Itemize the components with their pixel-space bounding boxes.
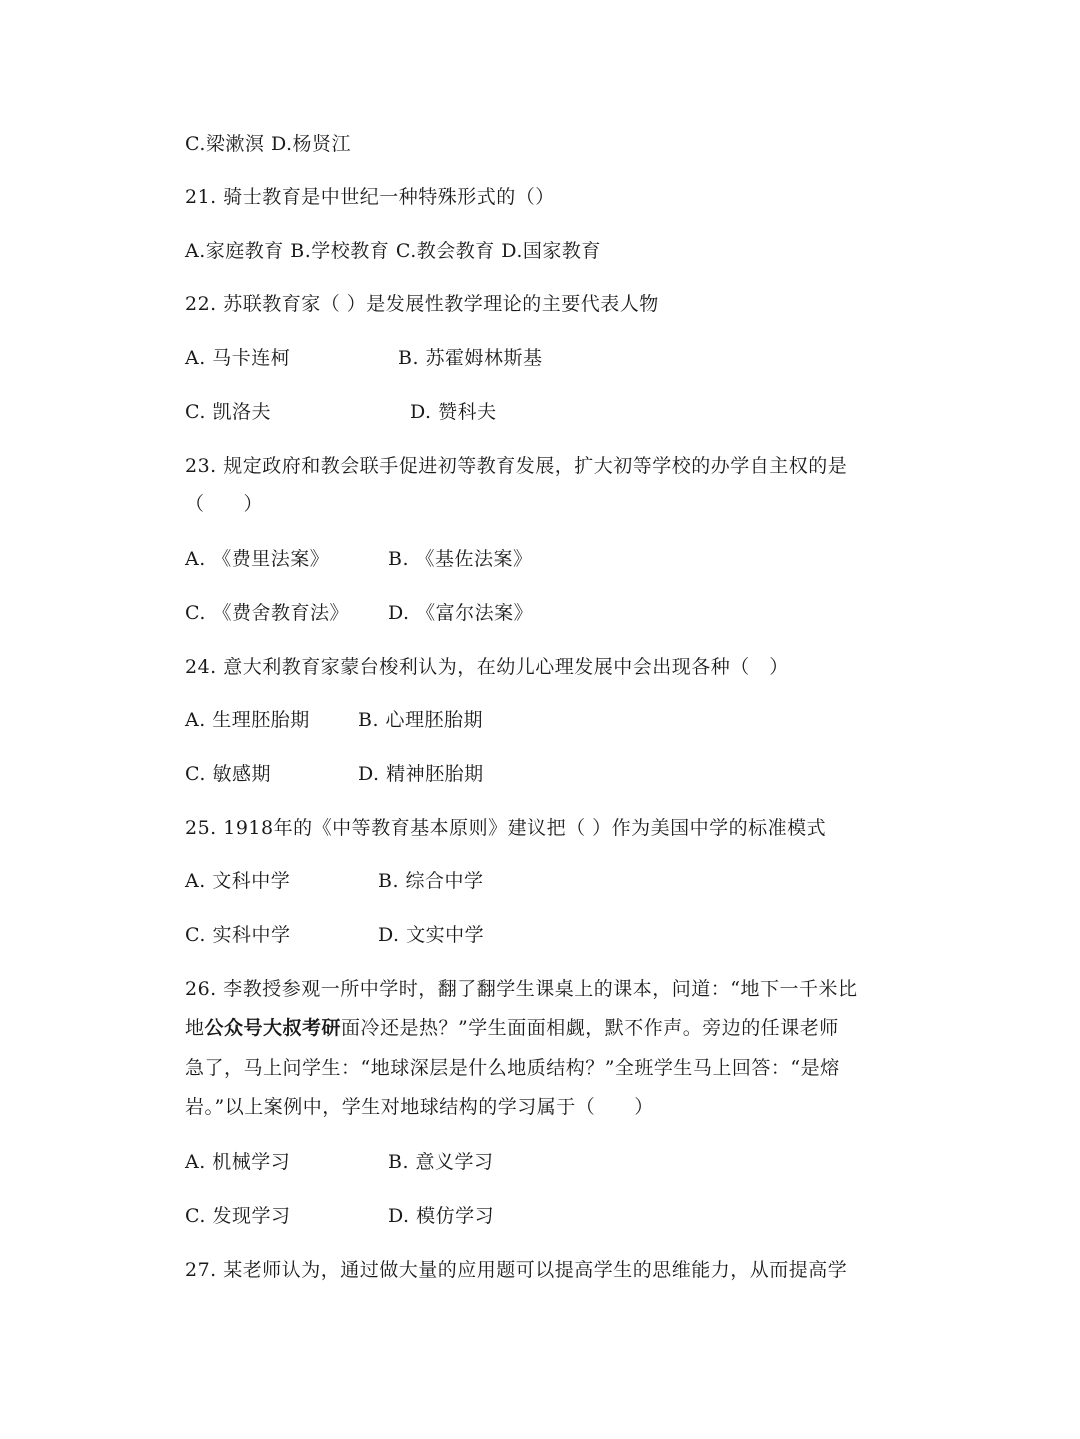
- question-22: 22. 苏联教育家（ ）是发展性教学理论的主要代表人物: [185, 293, 659, 315]
- q25-option-a: A. 文科中学: [185, 870, 291, 892]
- q24-option-d: D. 精神胚胎期: [358, 763, 484, 785]
- q26-line-2-start: 地: [185, 1017, 205, 1039]
- q26-option-d: D. 模仿学习: [388, 1205, 495, 1227]
- question-26-line-3: 急了，马上问学生：“地球深层是什么地质结构？”全班学生马上回答：“是熔: [185, 1057, 840, 1079]
- question-23-line-1: 23. 规定政府和教会联手促进初等教育发展，扩大初等学校的办学自主权的是: [185, 455, 848, 477]
- question-27: 27. 某老师认为，通过做大量的应用题可以提高学生的思维能力，从而提高学: [185, 1259, 848, 1281]
- q26-option-c: C. 发现学习: [185, 1205, 291, 1227]
- watermark-text: 公众号大叔考研: [204, 1017, 342, 1039]
- question-23-line-2: （ ）: [185, 493, 264, 515]
- question-26-line-4: 岩。”以上案例中，学生对地球结构的学习属于（ ）: [185, 1096, 654, 1118]
- question-21: 21. 骑士教育是中世纪一种特殊形式的（）: [185, 186, 555, 208]
- q23-option-b: B. 《基佐法案》: [388, 548, 533, 570]
- q22-option-c: C. 凯洛夫: [185, 401, 271, 423]
- q24-option-a: A. 生理胚胎期: [185, 709, 310, 731]
- q22-option-a: A. 马卡连柯: [185, 347, 291, 369]
- question-26-line-2: [185, 1015, 839, 1041]
- q24-option-c: C. 敏感期: [185, 763, 271, 785]
- q20-options-cd: C.梁漱溟 D.杨贤江: [185, 133, 352, 155]
- q23-option-c: C. 《费舍教育法》: [185, 602, 349, 624]
- q25-option-c: C. 实科中学: [185, 924, 291, 946]
- q26-option-a: A. 机械学习: [185, 1151, 291, 1173]
- q25-option-b: B. 综合中学: [378, 870, 484, 892]
- q23-option-a: A. 《费里法案》: [185, 548, 330, 570]
- question-24: 24. 意大利教育家蒙台梭利认为，在幼儿心理发展中会出现各种（ ）: [185, 656, 789, 678]
- question-26-line-1: 26. 李教授参观一所中学时，翻了翻学生课桌上的课本，问道：“地下一千米比: [185, 978, 858, 1000]
- question-25: 25. 1918年的《中等教育基本原则》建议把（ ）作为美国中学的标准模式: [185, 817, 827, 839]
- q24-option-b: B. 心理胚胎期: [358, 709, 484, 731]
- q23-option-d: D. 《富尔法案》: [388, 602, 534, 624]
- q26-option-b: B. 意义学习: [388, 1151, 494, 1173]
- q21-options: A.家庭教育 B.学校教育 C.教会教育 D.国家教育: [185, 240, 601, 262]
- q22-option-b: B. 苏霍姆林斯基: [398, 347, 543, 369]
- q25-option-d: D. 文实中学: [378, 924, 485, 946]
- q26-line-2-end: 面冷还是热？”学生面面相觑，默不作声。旁边的任课老师: [341, 1017, 839, 1039]
- q22-option-d: D. 赞科夫: [410, 401, 497, 423]
